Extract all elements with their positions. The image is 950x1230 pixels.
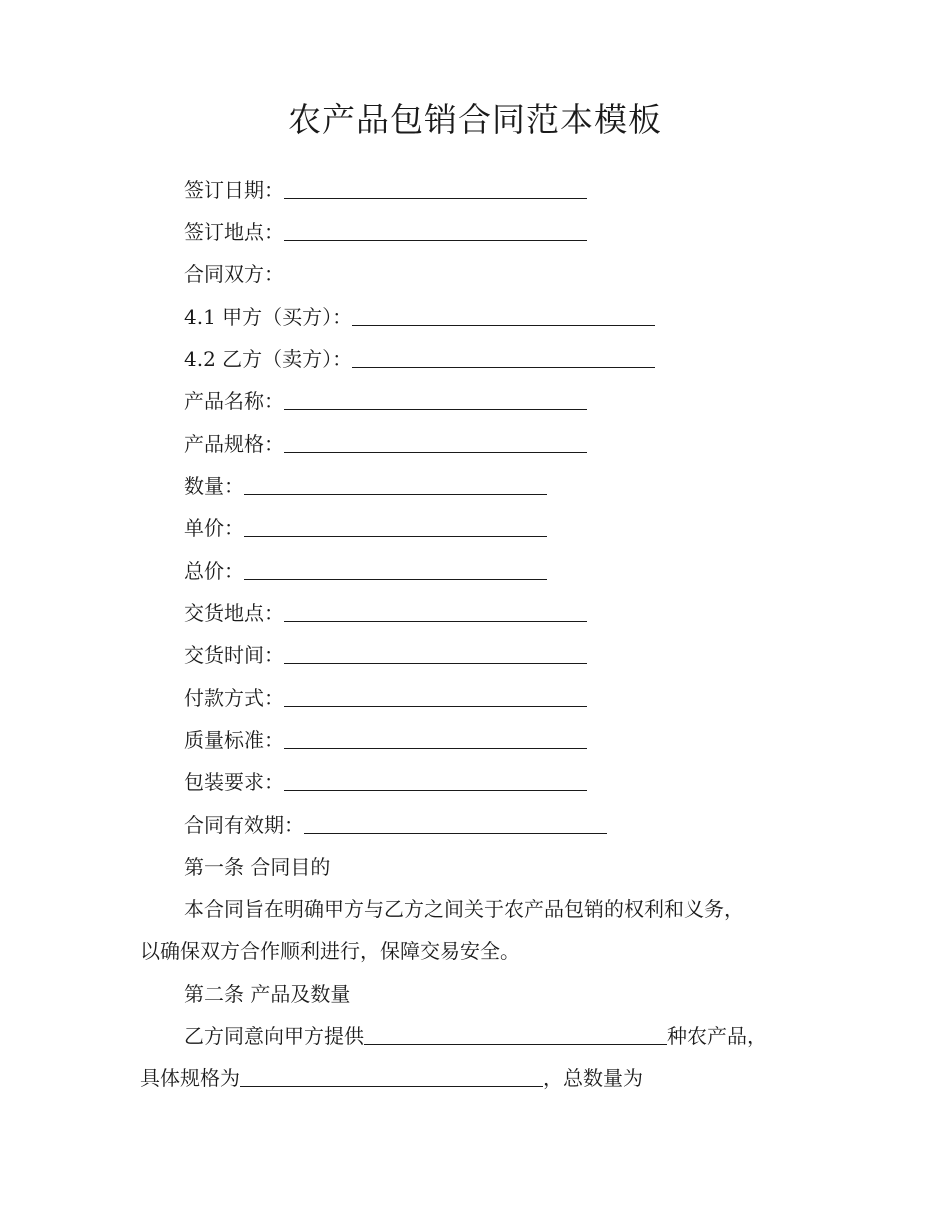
parties-row	[184, 260, 284, 288]
sign-place-label: 签订地点：	[184, 220, 284, 244]
article-1-paragraph-line-1: 本合同旨在明确甲方与乙方之间关于农产品包销的权利和义务，	[184, 897, 744, 921]
quantity-label: 数量：	[184, 474, 244, 498]
article-2-text-d: ，总数量为	[543, 1066, 643, 1090]
party-a-row	[184, 303, 655, 331]
sign-date-blank[interactable]	[284, 178, 587, 199]
unit-price-blank[interactable]	[244, 516, 547, 537]
article-2-text-a: 乙方同意向甲方提供	[184, 1024, 364, 1048]
article-1-paragraph-line-2: 以确保双方合作顺利进行，保障交易安全。	[140, 939, 520, 963]
product-name-blank[interactable]	[284, 389, 587, 410]
delivery-time-label: 交货时间：	[184, 643, 284, 667]
unit-price-label: 单价：	[184, 516, 244, 540]
delivery-place-label: 交货地点：	[184, 601, 284, 625]
sign-place-row	[184, 218, 587, 246]
delivery-time-row	[184, 641, 587, 669]
sign-date-label: 签订日期：	[184, 178, 284, 202]
packaging-row	[184, 768, 587, 796]
total-price-blank[interactable]	[244, 559, 547, 580]
product-name-row	[184, 387, 587, 415]
delivery-place-blank[interactable]	[284, 601, 587, 622]
quality-standard-blank[interactable]	[284, 728, 587, 749]
payment-method-row	[184, 684, 587, 712]
quality-standard-row	[184, 726, 587, 754]
delivery-place-row	[184, 599, 587, 627]
validity-label: 合同有效期：	[184, 813, 304, 837]
packaging-label: 包装要求：	[184, 770, 284, 794]
product-count-blank[interactable]	[364, 1024, 667, 1045]
party-b-blank[interactable]	[352, 347, 655, 368]
product-spec-row	[184, 430, 587, 458]
quantity-row	[184, 472, 547, 500]
party-a-blank[interactable]	[352, 305, 655, 326]
article-2-text-b: 种农产品，	[667, 1024, 767, 1048]
validity-blank[interactable]	[304, 813, 607, 834]
spec-detail-blank[interactable]	[240, 1066, 543, 1087]
packaging-blank[interactable]	[284, 770, 587, 791]
sign-place-blank[interactable]	[284, 220, 587, 241]
article-2-text-c: 具体规格为	[140, 1066, 240, 1090]
payment-method-label: 付款方式：	[184, 686, 284, 710]
article-2-paragraph-line-2	[140, 1064, 643, 1092]
total-price-row	[184, 557, 547, 585]
product-spec-blank[interactable]	[284, 432, 587, 453]
party-a-label: 4.1 甲方（买方）：	[184, 305, 353, 329]
delivery-time-blank[interactable]	[284, 643, 587, 664]
document-title: 农产品包销合同范本模板	[288, 100, 662, 139]
unit-price-row	[184, 514, 547, 542]
product-name-label: 产品名称：	[184, 389, 284, 413]
total-price-label: 总价：	[184, 559, 244, 583]
article-2-heading: 第二条 产品及数量	[184, 982, 351, 1006]
article-1-heading: 第一条 合同目的	[184, 855, 331, 879]
validity-row	[184, 811, 607, 839]
quantity-blank[interactable]	[244, 474, 547, 495]
parties-label: 合同双方：	[184, 262, 284, 286]
product-spec-label: 产品规格：	[184, 432, 284, 456]
quality-standard-label: 质量标准：	[184, 728, 284, 752]
party-b-row	[184, 345, 655, 373]
payment-method-blank[interactable]	[284, 686, 587, 707]
sign-date-row	[184, 176, 587, 204]
article-2-paragraph-line-1	[184, 1022, 767, 1050]
party-b-label: 4.2 乙方（卖方）：	[184, 347, 353, 371]
